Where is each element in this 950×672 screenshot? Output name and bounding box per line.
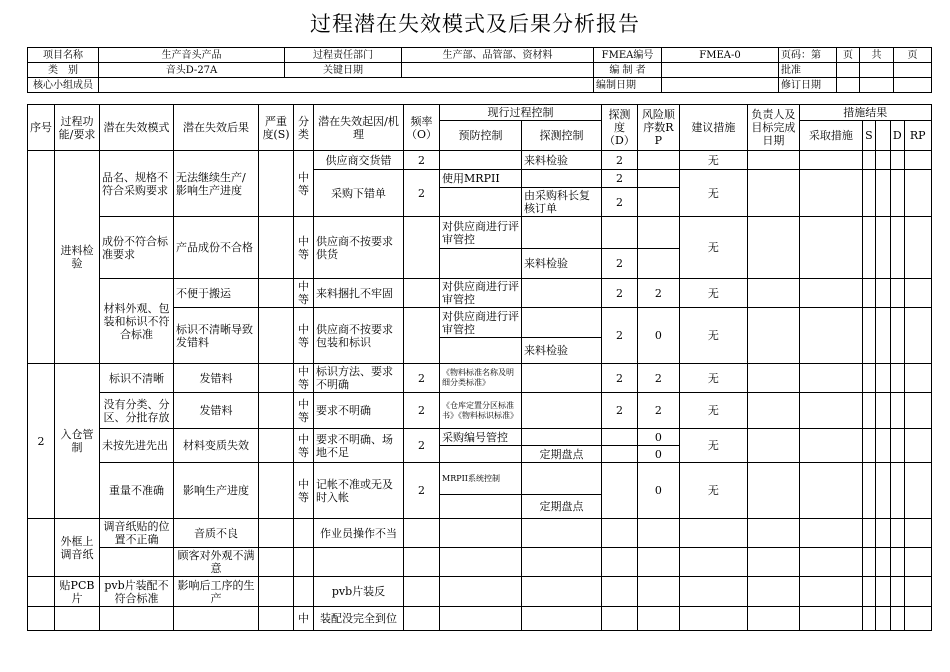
prev-cell: 《仓库定置分区标准书》《物料标识标准》 <box>440 393 522 429</box>
col-effect: 潜在失效后果 <box>174 105 259 151</box>
seq-cell: 2 <box>28 364 55 519</box>
det-ctrl-cell: 来料检验 <box>522 338 602 364</box>
cause-cell: pvb片装反 <box>314 577 404 607</box>
prev-cell: MRPII系统控制 <box>440 463 522 495</box>
cause-cell: 要求不明确 <box>314 393 404 429</box>
total-unit: 页 <box>894 48 932 63</box>
action-cell: 无 <box>679 429 747 463</box>
class-cell: 中等 <box>294 429 314 463</box>
effect-cell: 影响生产进度 <box>174 463 259 519</box>
cause-cell: 供应商不按要求包装和标识 <box>314 308 404 364</box>
cause-cell: 要求不明确、场地不足 <box>314 429 404 463</box>
occ-cell: 2 <box>404 364 440 393</box>
det-ctrl-cell: 来料检验 <box>522 151 602 170</box>
func-cell: 进料检验 <box>55 151 100 364</box>
class-cell: 中等 <box>294 279 314 308</box>
project-name-value: 生产音头产品 <box>99 48 285 63</box>
mode-cell: 重量不准确 <box>100 463 174 519</box>
table-row <box>28 463 932 493</box>
compile-date-label: 编制日期 <box>594 78 662 93</box>
header-table <box>27 47 932 93</box>
cause-cell: 作业员操作不当 <box>314 519 404 548</box>
col-cause: 潜在失效起因/机理 <box>314 105 404 151</box>
rpn-cell: 0 <box>637 463 679 519</box>
det-ctrl-cell: 由采购科长复核订单 <box>522 188 602 217</box>
col-rpn: 风险顺序数RP <box>637 105 679 151</box>
action-cell: 无 <box>679 364 747 393</box>
col-prev: 预防控制 <box>440 121 522 151</box>
page-unit: 页 <box>837 48 860 63</box>
prev-cell: 对供应商进行评审管控 <box>440 279 522 308</box>
table-row <box>28 519 932 548</box>
key-date-label: 关键日期 <box>285 63 402 78</box>
occ-cell: 2 <box>404 393 440 429</box>
class-cell: 中 <box>294 607 314 631</box>
revise-date-label: 修订日期 <box>779 78 837 93</box>
col-result: 措施结果 <box>799 105 931 121</box>
prev-cell: 使用MRPII <box>440 170 522 188</box>
effect-cell: 无法继续生产/影响生产进度 <box>174 151 259 217</box>
cause-cell: 来料捆扎不牢固 <box>314 279 404 308</box>
col-s: S <box>862 121 875 151</box>
det-cell: 2 <box>602 308 638 364</box>
rpn-cell: 2 <box>637 279 679 308</box>
col-seq: 序号 <box>28 105 55 151</box>
action-cell: 无 <box>679 151 747 170</box>
class-cell: 中等 <box>294 151 314 217</box>
category-value: 音头D-27A <box>99 63 285 78</box>
col-occ: 频率（O） <box>404 105 440 151</box>
col-action: 建议措施 <box>679 105 747 151</box>
rpn-cell: 0 <box>637 446 679 463</box>
det-cell: 2 <box>602 364 638 393</box>
rpn-cell: 0 <box>637 308 679 364</box>
col-det-ctrl: 探测控制 <box>522 121 602 151</box>
col-ctrl: 现行过程控制 <box>440 105 602 121</box>
mode-cell: 标识不清晰 <box>100 364 174 393</box>
col-det: 探测度（D） <box>602 105 638 151</box>
det-cell: 2 <box>602 279 638 308</box>
author-value <box>662 63 779 78</box>
rpn-cell: 2 <box>637 364 679 393</box>
occ-cell: 2 <box>404 151 440 170</box>
det-ctrl-cell: 定期盘点 <box>522 495 602 519</box>
occ-cell: 2 <box>404 463 440 519</box>
col-func: 过程功能/要求 <box>55 105 100 151</box>
table-row <box>28 577 932 607</box>
action-cell: 无 <box>679 279 747 308</box>
col-class: 分类 <box>294 105 314 151</box>
det-cell: 2 <box>602 151 638 170</box>
class-cell: 中等 <box>294 308 314 364</box>
team-label: 核心小组成员 <box>28 78 99 93</box>
col-o <box>875 121 890 151</box>
table-row <box>28 151 932 170</box>
class-cell: 中等 <box>294 393 314 429</box>
mode-cell: 没有分类、分区、分批存放 <box>100 393 174 429</box>
col-resp: 负责人及目标完成日期 <box>747 105 799 151</box>
effect-cell: 不便于搬运 <box>174 279 259 308</box>
action-cell: 无 <box>679 308 747 364</box>
table-row <box>28 217 932 249</box>
col-d: D <box>890 121 904 151</box>
effect-cell: 材料变质失效 <box>174 429 259 463</box>
mode-cell: 调音纸贴的位置不正确 <box>100 519 174 548</box>
rpn-cell: 2 <box>637 393 679 429</box>
table-row <box>28 607 932 631</box>
action-cell: 无 <box>679 463 747 519</box>
occ-cell: 2 <box>404 170 440 217</box>
class-cell: 中等 <box>294 364 314 393</box>
det-cell: 2 <box>602 188 638 217</box>
action-cell: 无 <box>679 170 747 217</box>
compile-date-value <box>662 78 779 93</box>
total-label: 共 <box>860 48 894 63</box>
rpn-cell: 0 <box>637 429 679 446</box>
page-label: 页码：第 <box>779 48 837 63</box>
col-rp: RP <box>904 121 931 151</box>
action-cell: 无 <box>679 217 747 279</box>
approve-label: 批准 <box>779 63 837 78</box>
mode-cell: 材料外观、包装和标识不符合标准 <box>100 279 174 364</box>
class-cell: 中等 <box>294 463 314 519</box>
fmea-no-label: FMEA编号 <box>594 48 662 63</box>
func-cell: 贴PCB片 <box>55 577 100 607</box>
fmea-no-value: FMEA-0 <box>662 48 779 63</box>
action-cell: 无 <box>679 393 747 429</box>
det-cell: 2 <box>602 170 638 188</box>
cause-cell: 供应商不按要求供货 <box>314 217 404 279</box>
det-cell: 2 <box>602 249 638 279</box>
det-ctrl-cell: 定期盘点 <box>522 446 602 463</box>
effect-cell: 标识不清晰导致发错料 <box>174 308 259 364</box>
report-title: 过程潜在失效模式及后果分析报告 <box>310 12 640 36</box>
cause-cell: 标识方法、要求不明确 <box>314 364 404 393</box>
prev-cell: 采购编号管控 <box>440 429 522 446</box>
fmea-table <box>27 104 932 631</box>
dept-value: 生产部、品管部、资材料 <box>402 48 594 63</box>
col-taken: 采取措施 <box>799 121 862 151</box>
occ-cell: 2 <box>404 429 440 463</box>
cause-cell: 记帐不准或无及时入帐 <box>314 463 404 519</box>
category-label: 类 别 <box>28 63 99 78</box>
effect-cell: 产品成份不合格 <box>174 217 259 279</box>
prev-cell: 对供应商进行评审管控 <box>440 217 522 249</box>
table-row <box>28 364 932 393</box>
author-label: 编 制 者 <box>594 63 662 78</box>
effect-cell: 发错料 <box>174 393 259 429</box>
team-value <box>99 78 594 93</box>
col-sev: 严重度(S) <box>259 105 294 151</box>
det-ctrl-cell: 来料检验 <box>522 249 602 279</box>
prev-cell: 《物料标准名称及明细分类标准》 <box>440 364 522 393</box>
key-date-value <box>402 63 594 78</box>
table-row <box>28 429 932 446</box>
mode-cell: pvb片装配不符合标准 <box>100 577 174 607</box>
mode-cell: 未按先进先出 <box>100 429 174 463</box>
table-row <box>28 279 932 308</box>
class-cell: 中等 <box>294 217 314 279</box>
effect-cell: 发错料 <box>174 364 259 393</box>
col-mode: 潜在失效模式 <box>100 105 174 151</box>
effect-cell: 音质不良 <box>174 519 259 548</box>
func-cell: 外框上调音纸 <box>55 519 100 577</box>
effect-cell: 影响后工序的生产 <box>174 577 259 607</box>
prev-cell: 对供应商进行评审管控 <box>440 308 522 338</box>
mode-cell: 成份不符合标准要求 <box>100 217 174 279</box>
cause-cell: 装配没完全到位 <box>314 607 404 631</box>
effect-cell: 顾客对外观不满意 <box>174 548 259 577</box>
mode-cell: 品名、规格不符合采购要求 <box>100 151 174 217</box>
table-row <box>28 548 932 577</box>
project-name-label: 项目名称 <box>28 48 99 63</box>
cause-cell: 供应商交货错 <box>314 151 404 170</box>
func-cell: 入仓管制 <box>55 364 100 519</box>
table-row <box>28 393 932 429</box>
cause-cell: 采购下错单 <box>314 170 404 217</box>
det-cell: 2 <box>602 393 638 429</box>
dept-label: 过程责任部门 <box>285 48 402 63</box>
